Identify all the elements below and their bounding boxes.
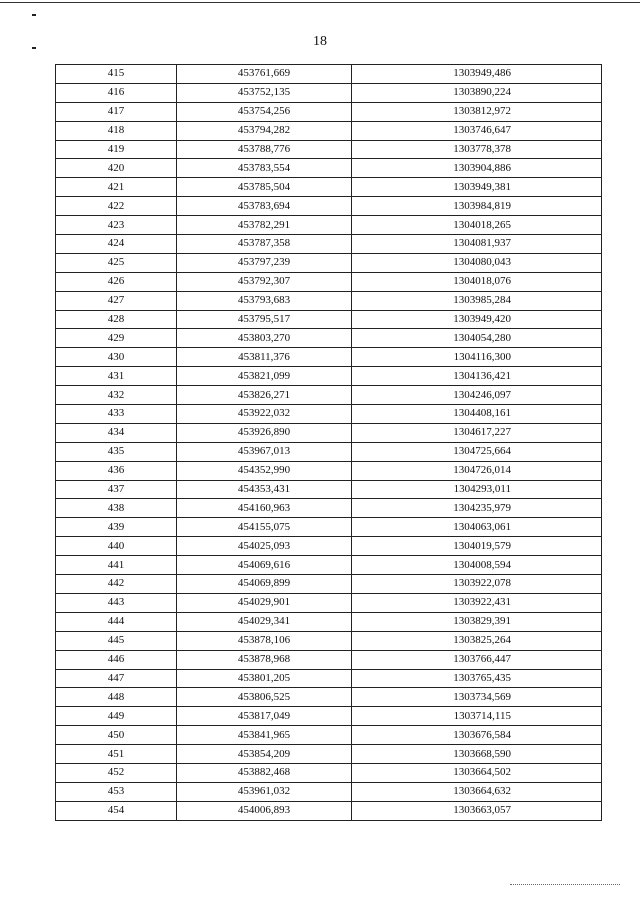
- point-number-cell: 448: [56, 688, 177, 707]
- table-row: [56, 442, 602, 461]
- point-number-cell: 418: [56, 121, 177, 140]
- table-row: [56, 405, 602, 424]
- table-row: [56, 707, 602, 726]
- table-row: [56, 423, 602, 442]
- scan-mark: [32, 14, 36, 16]
- table-row: [56, 745, 602, 764]
- point-number-cell: 421: [56, 178, 177, 197]
- point-number-cell: 451: [56, 745, 177, 764]
- table-row: [56, 593, 602, 612]
- table-row: [56, 291, 602, 310]
- x-coordinate-cell: 453752,135: [177, 83, 352, 102]
- point-number-cell: 425: [56, 253, 177, 272]
- x-coordinate-cell: 453787,358: [177, 235, 352, 254]
- table-row: [56, 178, 602, 197]
- x-coordinate-cell: 453782,291: [177, 216, 352, 235]
- point-number-cell: 424: [56, 235, 177, 254]
- table-row: [56, 726, 602, 745]
- y-coordinate-cell: 1304080,043: [352, 253, 602, 272]
- x-coordinate-cell: 453803,270: [177, 329, 352, 348]
- x-coordinate-cell: 453841,965: [177, 726, 352, 745]
- table-row: [56, 801, 602, 820]
- point-number-cell: 437: [56, 480, 177, 499]
- y-coordinate-cell: 1303984,819: [352, 197, 602, 216]
- point-number-cell: 453: [56, 782, 177, 801]
- point-number-cell: 431: [56, 367, 177, 386]
- point-number-cell: 435: [56, 442, 177, 461]
- point-number-cell: 447: [56, 669, 177, 688]
- table-row: [56, 65, 602, 84]
- table-row: [56, 612, 602, 631]
- y-coordinate-cell: 1303663,057: [352, 801, 602, 820]
- x-coordinate-cell: 453801,205: [177, 669, 352, 688]
- y-coordinate-cell: 1303904,886: [352, 159, 602, 178]
- table-row: [56, 102, 602, 121]
- point-number-cell: 416: [56, 83, 177, 102]
- y-coordinate-cell: 1304293,011: [352, 480, 602, 499]
- table-row: [56, 367, 602, 386]
- top-scan-rule: [0, 2, 640, 3]
- x-coordinate-cell: 453854,209: [177, 745, 352, 764]
- x-coordinate-cell: 453922,032: [177, 405, 352, 424]
- x-coordinate-cell: 453792,307: [177, 272, 352, 291]
- y-coordinate-cell: 1303829,391: [352, 612, 602, 631]
- table-row: [56, 537, 602, 556]
- x-coordinate-cell: 453794,282: [177, 121, 352, 140]
- y-coordinate-cell: 1303922,078: [352, 575, 602, 594]
- y-coordinate-cell: 1303949,420: [352, 310, 602, 329]
- x-coordinate-cell: 453961,032: [177, 782, 352, 801]
- y-coordinate-cell: 1304063,061: [352, 518, 602, 537]
- point-number-cell: 415: [56, 65, 177, 84]
- y-coordinate-cell: 1304081,937: [352, 235, 602, 254]
- x-coordinate-cell: 454352,990: [177, 461, 352, 480]
- point-number-cell: 432: [56, 386, 177, 405]
- y-coordinate-cell: 1303664,632: [352, 782, 602, 801]
- table-row: [56, 556, 602, 575]
- table-row: [56, 669, 602, 688]
- x-coordinate-cell: 453878,968: [177, 650, 352, 669]
- y-coordinate-cell: 1304725,664: [352, 442, 602, 461]
- table-row: [56, 631, 602, 650]
- point-number-cell: 419: [56, 140, 177, 159]
- y-coordinate-cell: 1304246,097: [352, 386, 602, 405]
- x-coordinate-cell: 454353,431: [177, 480, 352, 499]
- table-row: [56, 650, 602, 669]
- x-coordinate-cell: 453783,694: [177, 197, 352, 216]
- point-number-cell: 449: [56, 707, 177, 726]
- table-row: [56, 216, 602, 235]
- x-coordinate-cell: 453806,525: [177, 688, 352, 707]
- table-row: [56, 159, 602, 178]
- y-coordinate-cell: 1304018,265: [352, 216, 602, 235]
- point-number-cell: 434: [56, 423, 177, 442]
- x-coordinate-cell: 453817,049: [177, 707, 352, 726]
- x-coordinate-cell: 454160,963: [177, 499, 352, 518]
- table-row: [56, 348, 602, 367]
- table-row: [56, 121, 602, 140]
- point-number-cell: 429: [56, 329, 177, 348]
- point-number-cell: 441: [56, 556, 177, 575]
- coordinates-table-body: [56, 65, 602, 821]
- y-coordinate-cell: 1304408,161: [352, 405, 602, 424]
- point-number-cell: 438: [56, 499, 177, 518]
- y-coordinate-cell: 1303949,486: [352, 65, 602, 84]
- x-coordinate-cell: 454025,093: [177, 537, 352, 556]
- x-coordinate-cell: 453878,106: [177, 631, 352, 650]
- page-number: 18: [313, 34, 327, 49]
- y-coordinate-cell: 1303664,502: [352, 763, 602, 782]
- x-coordinate-cell: 453761,669: [177, 65, 352, 84]
- y-coordinate-cell: 1303734,569: [352, 688, 602, 707]
- point-number-cell: 452: [56, 763, 177, 782]
- point-number-cell: 444: [56, 612, 177, 631]
- x-coordinate-cell: 454069,899: [177, 575, 352, 594]
- point-number-cell: 428: [56, 310, 177, 329]
- y-coordinate-cell: 1303714,115: [352, 707, 602, 726]
- table-row: [56, 782, 602, 801]
- y-coordinate-cell: 1304617,227: [352, 423, 602, 442]
- x-coordinate-cell: 454006,893: [177, 801, 352, 820]
- y-coordinate-cell: 1304054,280: [352, 329, 602, 348]
- y-coordinate-cell: 1303765,435: [352, 669, 602, 688]
- table-row: [56, 461, 602, 480]
- point-number-cell: 433: [56, 405, 177, 424]
- point-number-cell: 420: [56, 159, 177, 178]
- table-row: [56, 329, 602, 348]
- x-coordinate-cell: 453882,468: [177, 763, 352, 782]
- table-row: [56, 140, 602, 159]
- table-row: [56, 688, 602, 707]
- table-row: [56, 310, 602, 329]
- x-coordinate-cell: 453783,554: [177, 159, 352, 178]
- x-coordinate-cell: 453795,517: [177, 310, 352, 329]
- y-coordinate-cell: 1303676,584: [352, 726, 602, 745]
- x-coordinate-cell: 453826,271: [177, 386, 352, 405]
- y-coordinate-cell: 1304235,979: [352, 499, 602, 518]
- point-number-cell: 443: [56, 593, 177, 612]
- y-coordinate-cell: 1304008,594: [352, 556, 602, 575]
- y-coordinate-cell: 1303668,590: [352, 745, 602, 764]
- table-row: [56, 518, 602, 537]
- table-row: [56, 763, 602, 782]
- y-coordinate-cell: 1303949,381: [352, 178, 602, 197]
- x-coordinate-cell: 454029,341: [177, 612, 352, 631]
- x-coordinate-cell: 454029,901: [177, 593, 352, 612]
- point-number-cell: 445: [56, 631, 177, 650]
- point-number-cell: 454: [56, 801, 177, 820]
- y-coordinate-cell: 1303746,647: [352, 121, 602, 140]
- x-coordinate-cell: 453788,776: [177, 140, 352, 159]
- coordinates-table: [55, 64, 602, 821]
- x-coordinate-cell: 453821,099: [177, 367, 352, 386]
- x-coordinate-cell: 453811,376: [177, 348, 352, 367]
- table-row: [56, 386, 602, 405]
- y-coordinate-cell: 1303766,447: [352, 650, 602, 669]
- x-coordinate-cell: 453754,256: [177, 102, 352, 121]
- x-coordinate-cell: 453797,239: [177, 253, 352, 272]
- x-coordinate-cell: 454155,075: [177, 518, 352, 537]
- point-number-cell: 450: [56, 726, 177, 745]
- y-coordinate-cell: 1304019,579: [352, 537, 602, 556]
- point-number-cell: 426: [56, 272, 177, 291]
- point-number-cell: 423: [56, 216, 177, 235]
- point-number-cell: 440: [56, 537, 177, 556]
- x-coordinate-cell: 453793,683: [177, 291, 352, 310]
- x-coordinate-cell: 453967,013: [177, 442, 352, 461]
- point-number-cell: 442: [56, 575, 177, 594]
- y-coordinate-cell: 1303922,431: [352, 593, 602, 612]
- y-coordinate-cell: 1304136,421: [352, 367, 602, 386]
- x-coordinate-cell: 454069,616: [177, 556, 352, 575]
- table-row: [56, 235, 602, 254]
- x-coordinate-cell: 453926,890: [177, 423, 352, 442]
- y-coordinate-cell: 1303812,972: [352, 102, 602, 121]
- point-number-cell: 422: [56, 197, 177, 216]
- y-coordinate-cell: 1303985,284: [352, 291, 602, 310]
- table-row: [56, 575, 602, 594]
- point-number-cell: 439: [56, 518, 177, 537]
- point-number-cell: 430: [56, 348, 177, 367]
- y-coordinate-cell: 1304018,076: [352, 272, 602, 291]
- table-row: [56, 197, 602, 216]
- table-row: [56, 499, 602, 518]
- point-number-cell: 417: [56, 102, 177, 121]
- y-coordinate-cell: 1303825,264: [352, 631, 602, 650]
- point-number-cell: 436: [56, 461, 177, 480]
- x-coordinate-cell: 453785,504: [177, 178, 352, 197]
- y-coordinate-cell: 1304116,300: [352, 348, 602, 367]
- footer-dotted-line: [510, 884, 620, 885]
- point-number-cell: 446: [56, 650, 177, 669]
- y-coordinate-cell: 1304726,014: [352, 461, 602, 480]
- table-row: [56, 480, 602, 499]
- table-row: [56, 272, 602, 291]
- point-number-cell: 427: [56, 291, 177, 310]
- table-row: [56, 253, 602, 272]
- y-coordinate-cell: 1303890,224: [352, 83, 602, 102]
- y-coordinate-cell: 1303778,378: [352, 140, 602, 159]
- table-row: [56, 83, 602, 102]
